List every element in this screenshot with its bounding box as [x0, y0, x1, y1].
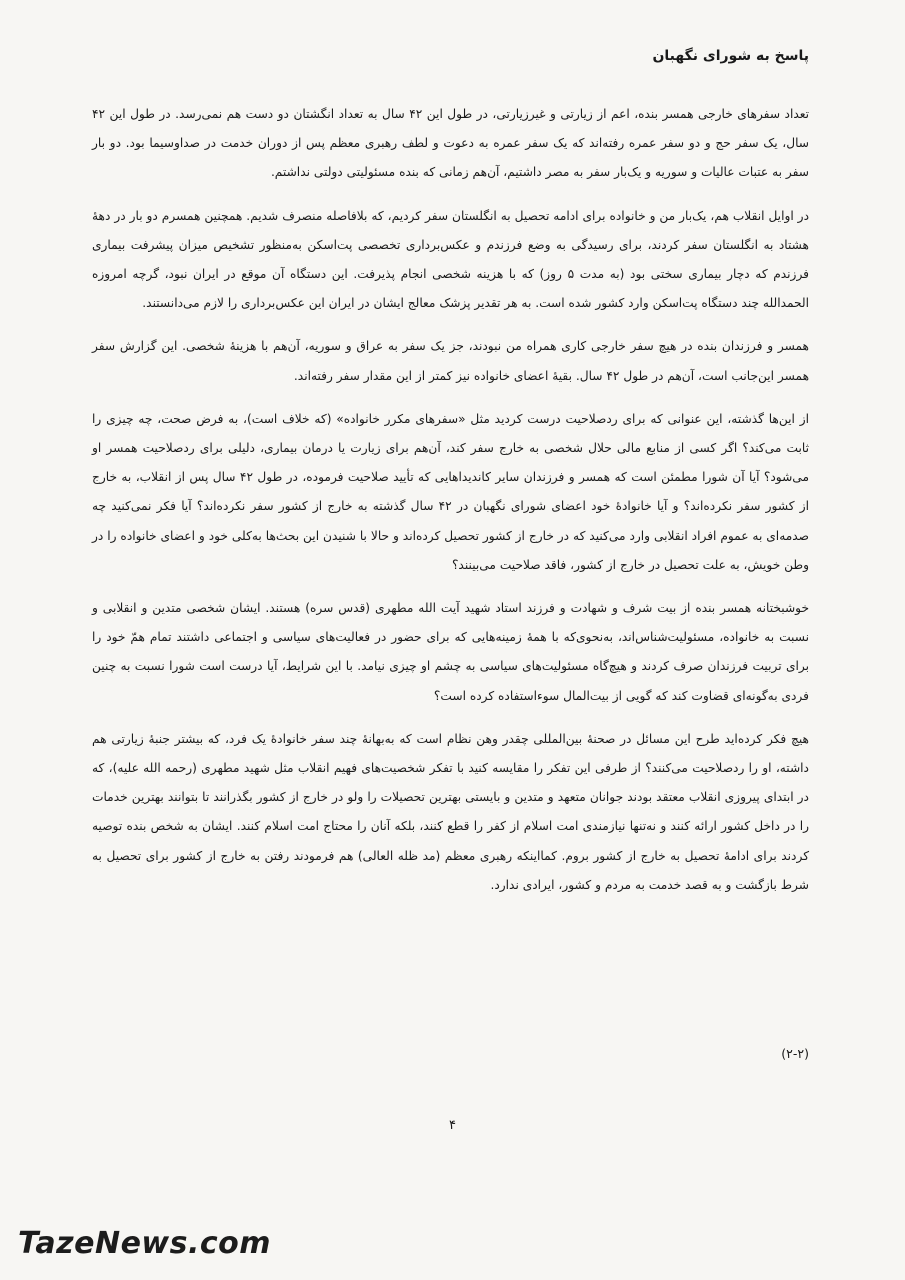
- reference-number: (۲-۲): [781, 1046, 809, 1061]
- paragraph-1: تعداد سفرهای خارجی همسر بنده، اعم از زیارتی و غیرزیارتی، در طول این ۴۲ سال به تعداد انگشتان دو دست هم نمی‌رسد. در طول این ۴۲ سال، یک سفر حج و دو سفر عمره رفته‌اند که یک سفر عمره به دعوت و لطف رهبری معظم پس از دوران خدمت در صداوسیما بود. دو بار سفر به عتبات عالیات و سوریه و یک‌بار سفر به مصر داشتیم، آن‌هم زمانی که بنده مسئولیتی دولتی نداشتم.: [92, 107, 809, 180]
- paragraph-5: خوشبختانه همسر بنده از بیت شرف و شهادت و فرزند استاد شهید آیت الله مطهری (قدس سره) هستند. ایشان شخصی متدین و انقلابی و نسبت به خانواده، مسئولیت‌شناس‌اند، به‌نحوی‌که با همۀ زمینه‌هایی که برای حضور در فعالیت‌های سیاسی و اجتماعی داشتند تمام همّ خود را برای تربیت فرزندان صرف کردند و هیچ‌گاه مسئولیت‌های سیاسی به چشم او چیزی نیامد. با این شرایط، آیا درست است شورا نسبت به چنین فردی به‌گونه‌ای قضاوت کند که گویی از بیت‌المال سوءاستفاده کرده است؟: [92, 601, 809, 703]
- letter-body: [92, 100, 809, 914]
- site-watermark: TazeNews.com: [18, 1226, 272, 1261]
- paragraph-3: همسر و فرزندان بنده در هیچ سفر خارجی کاری همراه من نبودند، جز یک سفر به عراق و سوریه، آن‌هم با هزینۀ شخصی. این گزارش سفر همسر این‌جانب است، آن‌هم در طول ۴۲ سال. بقیۀ اعضای خانواده نیز کمتر از این مقدار سفر رفته‌اند.: [92, 339, 809, 383]
- page-number: ۴: [449, 1118, 456, 1133]
- paragraph-2: در اوایل انقلاب هم، یک‌بار من و خانواده برای ادامه تحصیل به انگلستان سفر کردیم، که بلافاصله منصرف شدیم. همچنین همسرم دو بار در دهۀ هشتاد به انگلستان سفر کردند، برای رسیدگی به وضع فرزندم و عکس‌برداری تخصصی پت‌اسکن به‌منظور تشخیص میزان پیشرفت بیماری فرزندم که دچار بیماری سختی بود (به مدت ۵ روز) که با هزینه شخصی انجام پذیرفت. این دستگاه آن موقع در ایران نبود، گرچه امروزه الحمدالله چند دستگاه پت‌اسکن وارد کشور شده است. به هر تقدیر پزشک معالج ایشان در ایران این عکس‌برداری را لازم می‌دانستند.: [92, 208, 809, 311]
- paragraph-4: از این‌ها گذشته، این عنوانی که برای ردصلاحیت درست کردید مثل «سفرهای مکرر خانواده» (که خلاف است)، به فرض صحت، چه چیزی را ثابت می‌کند؟ اگر کسی از منابع مالی حلال شخصی به خارج سفر کند، آن‌هم برای زیارت یا درمان بیماری، دلیلی برای ردصلاحیت همسر او می‌شود؟ آیا آن شورا مطمئن است که همسر و فرزندان سایر کاندیداهایی که تأیید صلاحیت فرموده، در طول ۴۲ سال پس از انقلاب، به خارج از کشور سفر نکرده‌اند؟ و آیا خانوادۀ خود اعضای شورای نگهبان در ۴۲ سال گذشته به خارج از کشور سفر نکرده‌اند؟ آیا فکر نمی‌کنید چه صدمه‌ای به عموم افراد انقلابی وارد می‌کنید که در خارج از کشور تحصیل کرده‌اند و حالا با شنیدن این بحث‌ها به‌کلی خود و اعضای خانواده را در وطن خویش، به علت تحصیل در خارج از کشور، فاقد صلاحیت می‌بینند؟: [92, 411, 810, 572]
- page-header-title: پاسخ به شورای نگهبان: [652, 48, 809, 64]
- paragraph-6: هیچ فکر کرده‌اید طرح این مسائل در صحنۀ بین‌المللی چقدر وهن نظام است که به‌بهانۀ چند سفر خانوادۀ یک فرد، که بیشتر جنبۀ زیارتی هم داشته، او را ردصلاحیت می‌کنند؟ از طرفی این تفکر را مقایسه کنید با تفکر شخصیت‌های فهیم انقلاب مثل شهید مطهری (رحمه الله علیه)، که در ابتدای پیروزی انقلاب معتقد بودند جوانان متعهد و متدین و بایستی بهترین تحصیلات را ولو در خارج از کشور بگذرانند تا بتوانند بهترین خدمات را در داخل کشور ارائه کنند و نه‌تنها نیازمندی امت اسلام از کفر را قطع کنند، بلکه آنان را محتاج امت اسلام کنند. ایشان به شخص بنده توصیه کردند برای ادامۀ تحصیل به خارج از کشور بروم. کمااینکه رهبری معظم (مد ظله العالی) هم فرمودند رفتن به خارج از کشور برای تحصیل به شرط بازگشت و به قصد خدمت به مردم و کشور، ایرادی ندارد.: [92, 731, 809, 892]
